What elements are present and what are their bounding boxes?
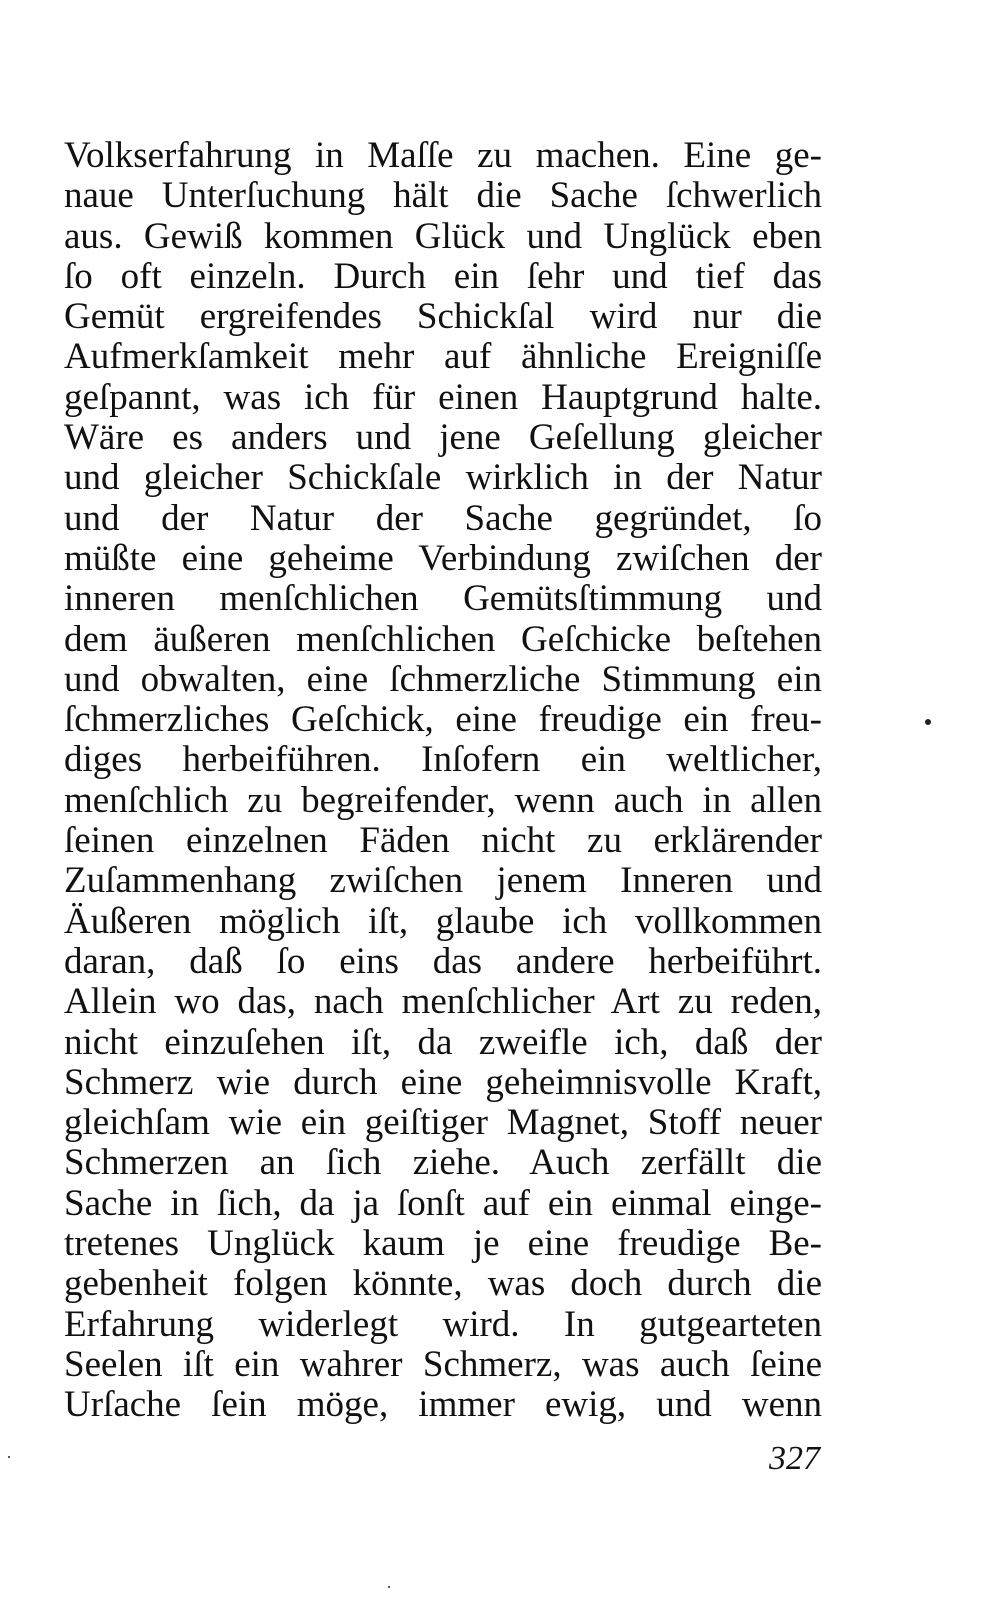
scan-speck xyxy=(925,719,931,725)
text-line: aus. Gewiß kommen Glück und Unglück eben xyxy=(64,215,822,257)
text-line: und der Natur der Sache gegründet, ſo xyxy=(64,497,822,539)
text-line: Seelen iſt ein wahrer Schmerz, was auch ſeine xyxy=(64,1343,822,1385)
text-line: müßte eine geheime Verbindung zwiſchen der xyxy=(64,537,822,579)
text-line: und obwalten, eine ſchmerzliche Stimmung ein xyxy=(64,658,822,700)
text-line: Schmerzen an ſich ziehe. Auch zerfällt die xyxy=(64,1142,822,1184)
text-line: dem äußeren menſchlichen Geſchicke beſtehen xyxy=(64,618,822,660)
text-line: ſchmerzliches Geſchick, eine freudige ein freu- xyxy=(64,699,822,741)
text-line: diges herbeiführen. Inſofern ein weltlicher, xyxy=(64,739,822,781)
text-line: gleichſam wie ein geiſtiger Magnet, Stoff neuer xyxy=(64,1102,822,1144)
text-line: daran, daß ſo eins das andere herbeiführt. xyxy=(64,940,822,982)
text-line: Gemüt ergreifendes Schickſal wird nur die xyxy=(64,296,822,338)
text-line: und gleicher Schickſale wirklich in der Natur xyxy=(64,457,822,499)
text-line: Zuſammenhang zwiſchen jenem Inneren und xyxy=(64,860,822,902)
body-text xyxy=(64,136,822,1426)
text-line: naue Unterſuchung hält die Sache ſchwerlich xyxy=(64,175,822,217)
text-line: Schmerz wie durch eine geheimnisvolle Kraft, xyxy=(64,1061,822,1103)
text-line: Erfahrung widerlegt wird. In gutgearteten xyxy=(64,1303,822,1345)
text-line: nicht einzuſehen iſt, da zweifle ich, daß der xyxy=(64,1021,822,1063)
text-line: inneren menſchlichen Gemütsſtimmung und xyxy=(64,578,822,620)
text-line: tretenes Unglück kaum je eine freudige Be- xyxy=(64,1223,822,1265)
text-line: ſo oft einzeln. Durch ein ſehr und tief das xyxy=(64,255,822,297)
text-line: geſpannt, was ich für einen Hauptgrund halte. xyxy=(64,376,822,418)
text-line: Volkserfahrung in Maſſe zu machen. Eine ge- xyxy=(64,135,822,176)
text-line: Aufmerkſamkeit mehr auf ähnliche Ereigniſſe xyxy=(64,336,822,378)
text-line: ſeinen einzelnen Fäden nicht zu erklärender xyxy=(64,820,822,862)
scan-speck xyxy=(8,1456,10,1458)
text-line: Urſache ſein möge, immer ewig, und wenn xyxy=(64,1384,822,1426)
text-line: Allein wo das, nach menſchlicher Art zu reden, xyxy=(64,981,822,1023)
page-number: 327 xyxy=(769,1440,820,1477)
text-line: menſchlich zu begreifender, wenn auch in allen xyxy=(64,779,822,821)
text-line: gebenheit folgen könnte, was doch durch die xyxy=(64,1263,822,1305)
text-line: Sache in ſich, da ja ſonſt auf ein einmal einge- xyxy=(64,1182,822,1224)
text-line: Äußeren möglich iſt, glaube ich vollkommen xyxy=(64,900,822,942)
text-line: Wäre es anders und jene Geſellung gleicher xyxy=(64,417,822,459)
scan-speck xyxy=(388,1586,390,1588)
